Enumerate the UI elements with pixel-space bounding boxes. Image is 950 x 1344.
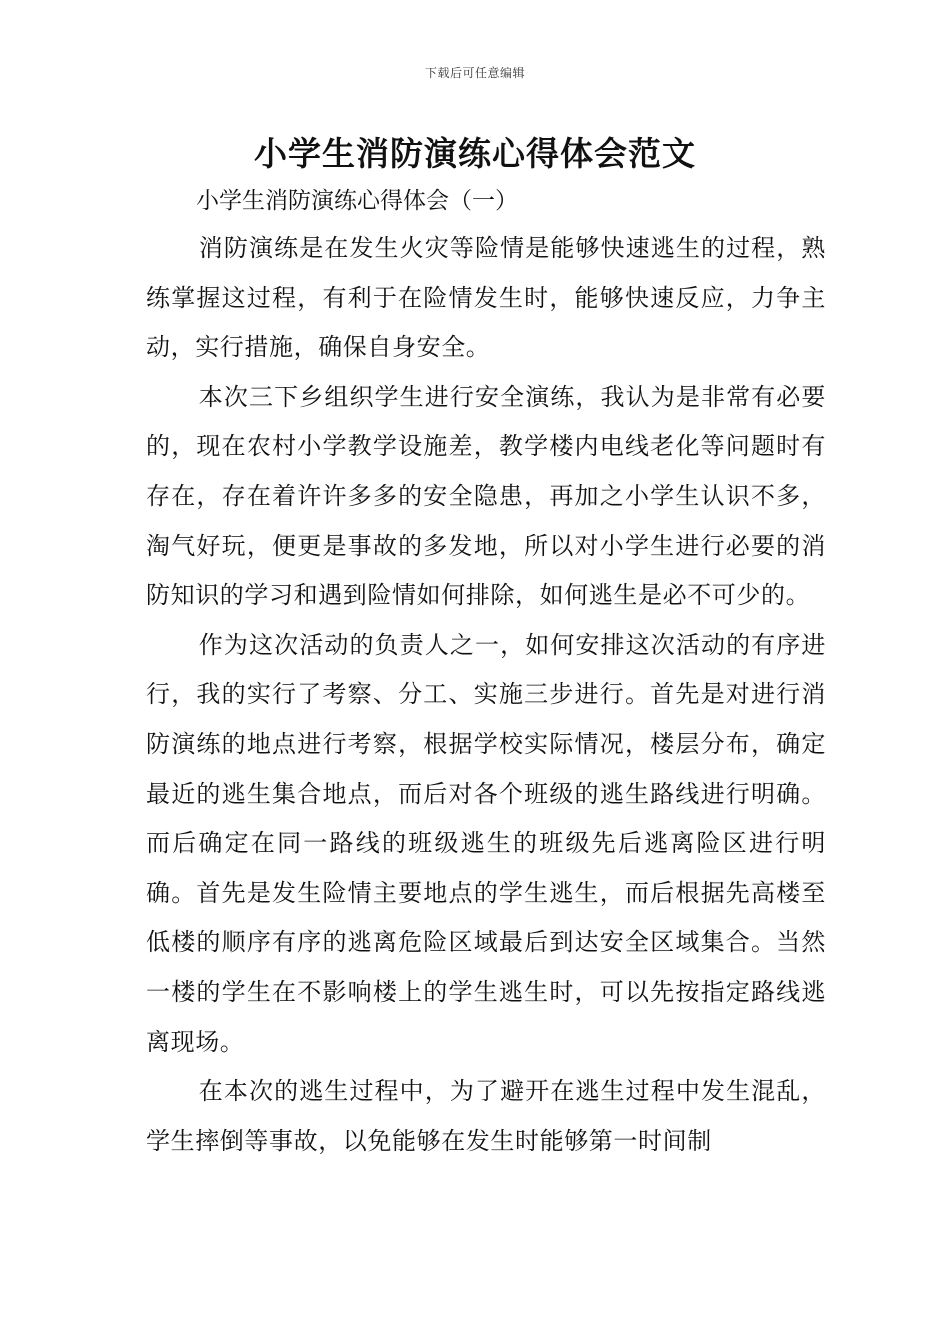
section-subtitle: 小学生消防演练心得体会（一） — [196, 188, 518, 214]
paragraph-4: 在本次的逃生过程中，为了避开在逃生过程中发生混乱，学生摔倒等事故，以免能够在发生时能够第一时间制 — [146, 1077, 826, 1155]
header-note: 下载后可任意编辑 — [424, 66, 525, 80]
document-title: 小学生消防演练心得体会范文 — [254, 134, 696, 173]
paragraph-1: 消防演练是在发生火灾等险情是能够快速逃生的过程，熟练掌握这过程，有利于在险情发生时，能够快速反应，力争主动，实行措施，确保自身安全。 — [146, 234, 826, 362]
paragraph-3: 作为这次活动的负责人之一，如何安排这次活动的有序进行，我的实行了考察、分工、实施三步进行。首先是对进行消防演练的地点进行考察，根据学校实际情况，楼层分布，确定最近的逃生集合地点，而后对各个班级的逃生路线进行明确。而后确定在同一路线的班级逃生的班级先后逃离险区进行明确。首先是发生险情主要地点的学生逃生，而后根据先高楼至低楼的顺序有序的逃离危险区域最后到达安全区域集合。当然一楼的学生在不影响楼上的学生逃生时，可以先按指定路线逃离现场。 — [146, 630, 826, 1056]
paragraph-2: 本次三下乡组织学生进行安全演练，我认为是非常有必要的，现在农村小学教学设施差，教学楼内电线老化等问题时有存在，存在着许许多多的安全隐患，再加之小学生认识不多，淘气好玩，便更是事故的多发地，所以对小学生进行必要的消防知识的学习和遇到险情如何排除，如何逃生是必不可少的。 — [146, 382, 826, 610]
body-text — [146, 224, 826, 1166]
